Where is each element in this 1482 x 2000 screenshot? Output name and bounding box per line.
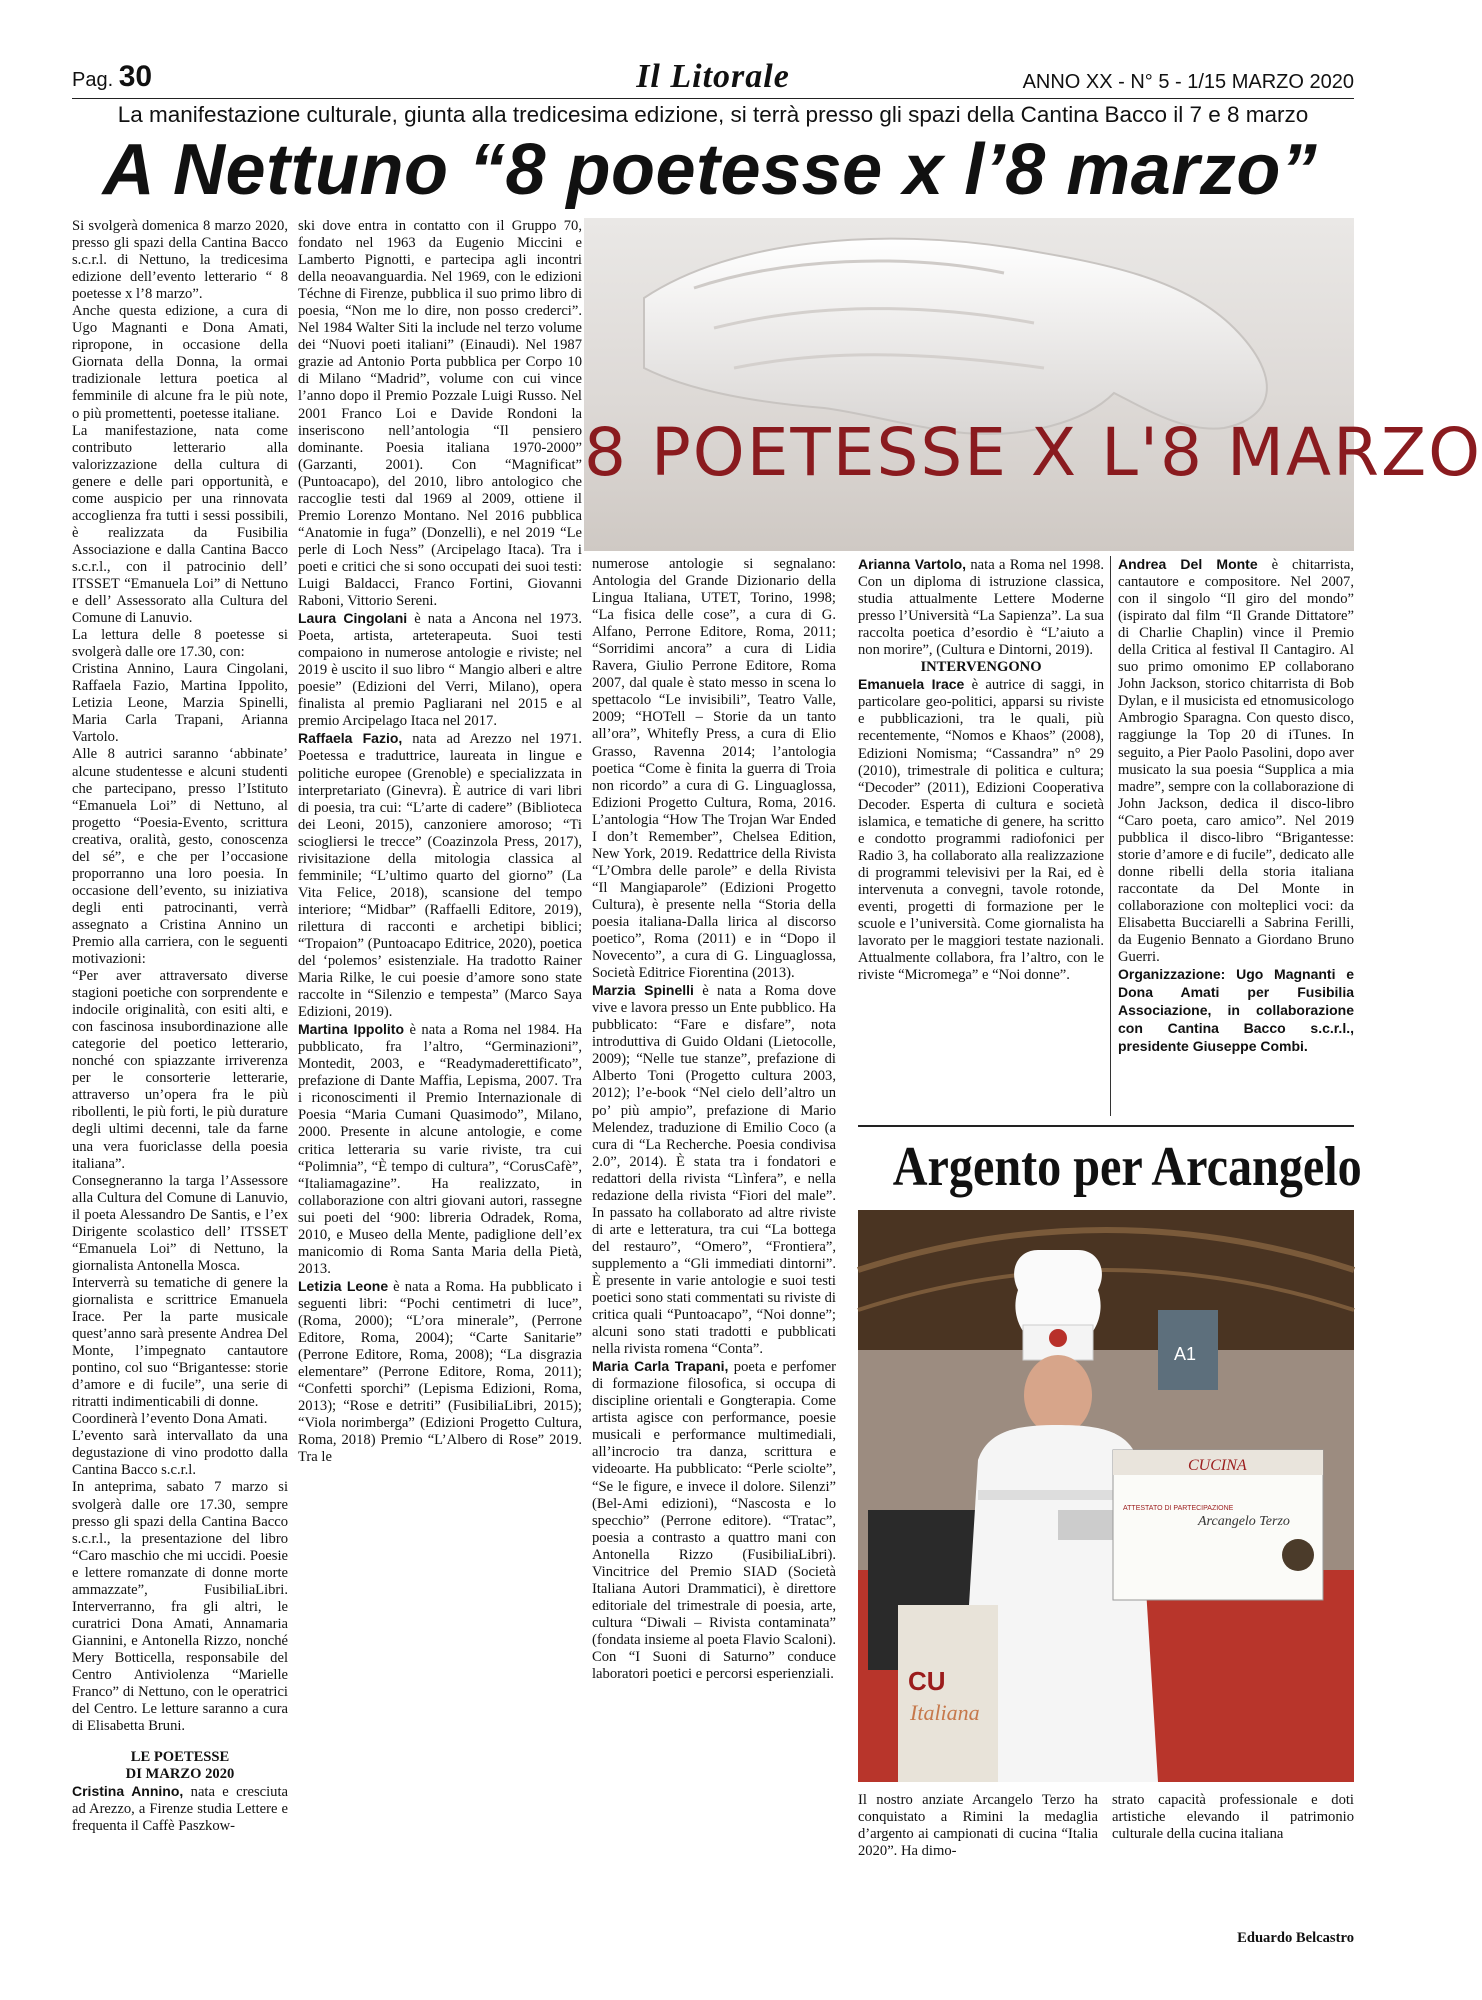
author-signature: Eduardo Belcastro (1237, 1930, 1354, 1946)
section-heading: LE POETESSE (130, 1749, 230, 1766)
chef-photo (858, 1210, 1354, 1782)
article-column-4: Arianna Vartolo, nata a Roma nel 1998. Con un diploma di istruzione classica, studia attualmente Lettere Moderne presso l’Università “La Sapienza”. La sua raccolta poetica d’esordio è “L’aiuto a non morire”, (Cultura e Dintorni, 2019). INTERVENGONO Emanuela Irace è autrice di saggi, in particolare geo-politici, apparsi su riviste e pubblicazioni, tra le quali, più recentemente, “Nomos e Khaos” (2008), Edizioni Nomisma; “Cassandra” n° 29 (2010), trimestrale di politica e cultura; “Decoder” (2011), Edizioni Cooperativa Decoder. Esperta di cultura e società islamica, e tematiche di genere, ha scritto e condotto programmi radiofonici per Radio 3, ha collaborato alla realizzazione di programmi televisivi per la Rai, ed è intervenuta a convegni, tavole rotonde, eventi, progetti di formazione per le scuole e l’università. Come giornalista ha lavorato per le maggiori testate nazionali. Attualmente collabora, fra l’altro, con le riviste “Micromega” e “Noi donne”. (858, 556, 1104, 984)
headline: A Nettuno “8 poetesse x l’8 marzo” (102, 130, 1318, 210)
poster-title: 8 POETESSE X L'8 MARZO (584, 414, 1482, 491)
banner-italiana: Italiana (910, 1700, 980, 1725)
page-header (72, 58, 1354, 99)
certificate-cucina: CUCINA (1188, 1457, 1247, 1474)
certificate-label: ATTESTATO DI PARTECIPAZIONE (1123, 1505, 1234, 1512)
column-divider (1110, 556, 1111, 1116)
booth-sign: A1 (1174, 1344, 1197, 1364)
poetesse-photo (584, 218, 1482, 551)
issue-info: ANNO XX - N° 5 - 1/15 MARZO 2020 (1022, 71, 1354, 93)
certificate-name: Arcangelo Terzo (1198, 1514, 1290, 1529)
article-column-1: Si svolgerà domenica 8 marzo 2020, presso gli spazi della Cantina Bacco s.c.r.l. di Nettuno, la tredicesima edizione dell’evento letterario “ 8 poetesse x l’8 marzo”. Anche questa edizione, a cura di Ugo Magnanti e Dona Amati, ripropone, in occasione della Giornata della Donna, la ormai tradizionale lettura poetica al femminile di alcune fra le più note, o più promettenti, poetesse italiane. La manifestazione, nata come contributo letterario alla valorizzazione della cultura di genere e delle pari opportunità, e come auspicio per una rinnovata accoglienza fra tutti i sessi possibili, è realizzata da Fusibilia Associazione e dalla Cantina Bacco s.c.r.l., con il patrocinio dell’ ITSSET “Emanuela Loi” di Nettuno e dell’ Assessorato alla Cultura del Comune di Lanuvio. La lettura delle 8 poetesse si svolgerà dalle ore 17.30, con: Cristina Annino, Laura Cingolani, Raffaela Fazio, Martina Ippolito, Letizia Leone, Marzia Spinelli, Maria Carla Trapani, Arianna Vartolo. Alle 8 autrici saranno ‘abbinate’ alcune studentesse e alcuni studenti che partecipano, presso l’Istituto “Emanuela Loi” di Nettuno, al progetto “Poesia-Evento, scrittura creativa, oralità, gesto, conoscenza del sé”, e che per l’occasione proporranno una loro poesia. In occasione dell’evento, su iniziativa degli enti patrocinanti, verrà assegnato a Cristina Annino un Premio alla carriera, con le seguenti motivazioni: “Per aver attraversato diverse stagioni poetiche con sorprendente e indocile originalità, con esiti alti, e con fascinosa insubordinazione alle categorie del poetico letterario, nonché con spiazzante irriverenza per le consorterie letterarie, attraverso un’opera fra le più ribollenti, le più forti, le più durature degli ultimi decenni, tale da farne una vera fuoriclasse della poesia italiana”. Consegneranno la targa l’Assessore alla Cultura del Comune di Lanuvio, il poeta Alessandro De Santis, e l’ex Dirigente scolastico dell’ ITSSET “Emanuela Loi” di Nettuno, la giornalista Antonella Mosca. Interverrà su tematiche di genere la giornalista e scrittrice Emanuela Irace. Per la parte musicale quest’anno sarà presente Andrea Del Monte, l’impegnato cantautore pontino, col suo “Brigantesse: storie d’amore e di fucile”, una serie di ritratti indimenticabili di donne. Coordinerà l’evento Dona Amati. L’evento sarà intervallato da una degustazione di vino prodotto dalla Cantina Bacco s.c.r.l. In anteprima, sabato 7 marzo si svolgerà dalle ore 17.30, sempre presso gli spazi della Cantina Bacco s.c.r.l., la presentazione del libro “Caro maschio che mi uccidi. Poesie e lettere romanzate di donne morte ammazzate”, FusibiliaLibri. Interverranno, fra gli altri, le curatrici Dona Amati, Annamaria Giannini, e Antonella Rizzo, nonché Mery Botticella, responsabile del Centro Antiviolenza “Marielle Franco” di Nettuno, con le operatrici del Centro. Le letture saranno a cura di Elisabetta Bruni. LE POETESSE DI MARZO 2020 Cristina Annino, nata e cresciuta ad Arezzo, a Firenze studia Lettere e frequenta il Caffè Paszkow- (72, 218, 288, 1835)
section-divider (858, 1125, 1354, 1127)
article-column-2: ski dove entra in contatto con il Gruppo 70, fondato nel 1963 da Eugenio Miccini e Lamberto Pignotti, e partecipa agli incontri della neoavanguardia. Nel 1969, con le edizioni Téchne di Firenze, pubblica il suo primo libro di poesia, “Non me lo dire, non posso crederci”. Nel 1984 Walter Siti la include nel terzo volume dei “Nuovi poeti italiani” (Einaudi). Nel 1987 grazie ad Antonio Porta pubblica per Corpo 10 di Milano “Madrid”, volume con cui vince l’anno dopo il Premio Pozzale Luigi Russo. Nel 2001 Franco Loi e Davide Rondoni la inseriscono nell’antologia “Il pensiero dominante. Poesia italiana 1970-2000” (Garzanti, 2001). Con “Magnificat” (Puntoacapo), del 2010, libro antologico che raccoglie testi dal 1969 al 2009, ottiene il Premio Lorenzo Montano. Nel 2016 pubblica “Anatomie in fuga” (Donzelli), e nel 2019 “Le perle di Loch Ness” (Arcipelago Itaca). Tra i poeti e critici che si sono occupati dei suoi testi: Luigi Baldacci, Franco Fortini, Giovanni Raboni, Vittorio Sereni. Laura Cingolani è nata a Ancona nel 1973. Poeta, artista, arteterapeuta. Suoi testi compaiono in numerose antologie e riviste; nel 2019 è uscito il suo libro “ Mangio alberi e altre poesie” (Edizioni del Verri, Milano), opera finalista al premio Pagliarani nel 2015 e al premio Arcipelago Itaca nel 2017. Raffaela Fazio, nata ad Arezzo nel 1971. Poetessa e traduttrice, laureata in lingue e politiche europee (Grenoble) e specializzata in interpretariato (Ginevra). È autrice di vari libri di poesia, tra cui: “L’arte di cadere” (Biblioteca dei Leoni, 2015), canzoniere amoroso; “Ti sciogliersi le trecce” (Coazinzola Press, 2017), rivisitazione della mitologia classica al femminile; “L’ultimo quarto del giorno” (La Vita Felice, 2018), scansione del tempo interiore; “Midbar” (Raffaelli Editore, 2019), rilettura di racconti e archetipi biblici; “Tropaion” (Puntoacapo Editrice, 2020), poetica del ‘polemos’ esistenziale. Ha tradotto Rainer Maria Rilke, le cui poesie d’amore sono state raccolte in “Silenzio e tempesta” (Marco Saya Edizioni, 2019). Martina Ippolito è nata a Roma nel 1984. Ha pubblicato, fra l’altro, “Germinazioni”, Montedit, 2003, e “Readymaderettificato”, prefazione di Dante Maffia, Lepisma, 2007. Tra i riconoscimenti il Premio Internazionale di Poesia “Maria Cumani Quasimodo”, Milano, 2000. Presente in alcune antologie, e come critica letteraria su varie riviste, tra cui “Polimnia”, “È tempo di cultura”, “CorusCafè”, “Italiamagazine”. Ha realizzato, in collaborazione con altri giovani autori, rassegne sui poeti del ‘900: libreria Odradek, Roma, 2010, e Museo della Mente, padiglione dell’ex manicomio di Roma Santa Maria della Pietà, 2013. Letizia Leone è nata a Roma. Ha pubblicato i seguenti libri: “Pochi centimetri di luce”, (Roma, 2000); “L’ora minerale”, (Perrone Editore, Roma, 2004); “Carte Sanitarie” (Perrone Editore, Roma, 2008); “La disgrazia elementare” (Perrone Editore, Roma, 2011); “Confetti sporchi” (Lepisma Edizioni, Roma, 2013); “Rose e detriti” (FusibiliaLibri, 2015); “Viola norimberga” (Edizioni Progetto Cultura, Roma, 2018) Premio “L’Albero di Rose” 2019. Tra le (298, 218, 583, 1466)
banner-cucina: CU (908, 1666, 946, 1696)
page-number: Pag. 30 (72, 60, 153, 93)
photo-caption-1: Il nostro anziate Arcangelo Terzo ha conquistato a Rimini la medaglia d’argento ai campionati di cucina “Italia 2020”. Ha dimo- (858, 1792, 1098, 1860)
article-column-5: Andrea Del Monte è chitarrista, cantautore e compositore. Nel 2007, con il singolo “Il giro del mondo” (ispirato dal film “Il Grande Dittatore” di Charlie Chaplin) vince il Premio della Critica al festival Il Cantagiro. Al suo primo omonimo EP collaborano John Jackson, storico chitarrista di Bob Dylan, e il musicista ed etnomusicologo Ambrogio Sparagna. Con questo disco, raggiunge la Top 20 di iTunes. In seguito, a Pier Paolo Pasolini, dopo aver musicato la sua poesia “Supplica a mia madre”, sempre con la collaborazione di John Jackson, dedica il disco-libro “Caro poeta, caro amico”. Nel 2019 pubblica il disco-libro “Brigantesse: storie d’amore e di fucile”, dedicato alle donne ribelli della storia italiana raccontate da Del Monte in collaborazione con molteplici voci: da Elisabetta Bucciarelli a Sabrina Ferilli, da Eugenio Bennato a Giordano Bruno Guerri. Organizzazione: Ugo Magnanti e Dona Amati per Fusibilia Associazione, in collaborazione con Cantina Bacco s.c.r.l., presidente Giuseppe Combi. (1118, 556, 1354, 1055)
section-heading: INTERVENGONO (920, 659, 1042, 676)
section2-title: Argento per Arcangelo (892, 1136, 1362, 1198)
kicker: La manifestazione culturale, giunta alla tredicesima edizione, si terrà presso gli spazi della Cantina Bacco il 7 e 8 marzo (117, 102, 1309, 127)
masthead: Il Litorale (636, 58, 790, 95)
article-column-3: numerose antologie si segnalano: Antologia del Grande Dizionario della Lingua Italiana, UTET, Torino, 1998; “La fisica delle cose”, a cura di G. Alfano, Perrone Editore, Roma, 2011; “Sorridimi ancora” a cura di Lidia Ravera, Giulio Perrone Editore, Roma 2007, dal quale è stato messo in scena lo spettacolo “Le invisibili”, Teatro Valle, 2009; “HOTell – Storie da un tanto all’ora”, Whitefly Press, a cura di Elio Grasso, Ravenna 2014; l’antologia poetica “Come è finita la guerra di Troia non ricordo” a cura di G. Linguaglossa, Edizioni Progetto Cultura, Roma, 2016. L’antologia “How The Trojan War Ended I don’t Remember”, Chelsea Edition, New York, 2019. Redattrice della Rivista “L’Ombra delle parole” e della Rivista “Il Mangiaparole” (Edizioni Progetto Cultura), è presente nella “Storia della poesia italiana-Dalla lirica al discorso poetico”, Roma (2011) e in “Dopo il Novecento”, a cura di G. Linguaglossa, Società Editrice Fiorentina (2013). Marzia Spinelli è nata a Roma dove vive e lavora presso un Ente pubblico. Ha pubblicato: “Fare e disfare”, nota introduttiva di Guido Oldani (Lietocolle, 2009); “Nelle tue stanze”, prefazione di Alberto Toni (Progetto cultura 2003, 2012); l’e-book “Nel cielo dell’altro un po’ più ampio”, prefazione di Mario Melendez, traduzione di Emilio Coco (a cura di “La Recherche. Poesia condivisa 2.0”, 2014). È stata tra i fondatori e redattori della rivista “Lìnfera”, e nella redazione della rivista “Fiori del male”. In passato ha collaborato ad altre riviste di arte e letteratura, tra cui “La bottega del restauro”, “Omero”, “Frontiera”, supplemento a “Gli immediati dintorni”. È presente in varie antologie e suoi testi poetici sono stati commentati su riviste di critica quali “Puntoacapo”, “Noi donne”; alcuni sono stati tradotti e pubblicati nella rivista romena “Conta”. Maria Carla Trapani, poeta e perfomer di formazione filosofica, si occupa di discipline orientali e Gongterapia. Come artista agisce con performance, poesie musicali e performance multimediali, all’incrocio tra danza, scrittura e videoarte. Ha pubblicato: “Perle sciolte”, “Se le figure, e invece il dolore. Silenzi” (Bel-Ami edizioni), “Nascosta e lo specchio” (Perrone editore). “Tratac”, poesia a contrasto a quattro mani con Antonella Rizzo (FusibiliaLibri). Vincitrice del Premio SIAD (Società Italiana Autori Drammatici), è direttore editoriale del trimestrale di poesia, arte, cultura “Diwali – Rivista contaminata” (fondata insieme al poeta Flavio Scaloni). Con “I Suoni di Saturno” conduce laboratori poetici e percorsi esperienziali. (592, 556, 836, 1683)
white-glove-image (584, 218, 1482, 551)
photo-caption-2: strato capacità professionale e doti artistiche elevando il patrimonio culturale della cucina italiana (1112, 1792, 1354, 1843)
chef-with-certificate-image (858, 1210, 1354, 1782)
